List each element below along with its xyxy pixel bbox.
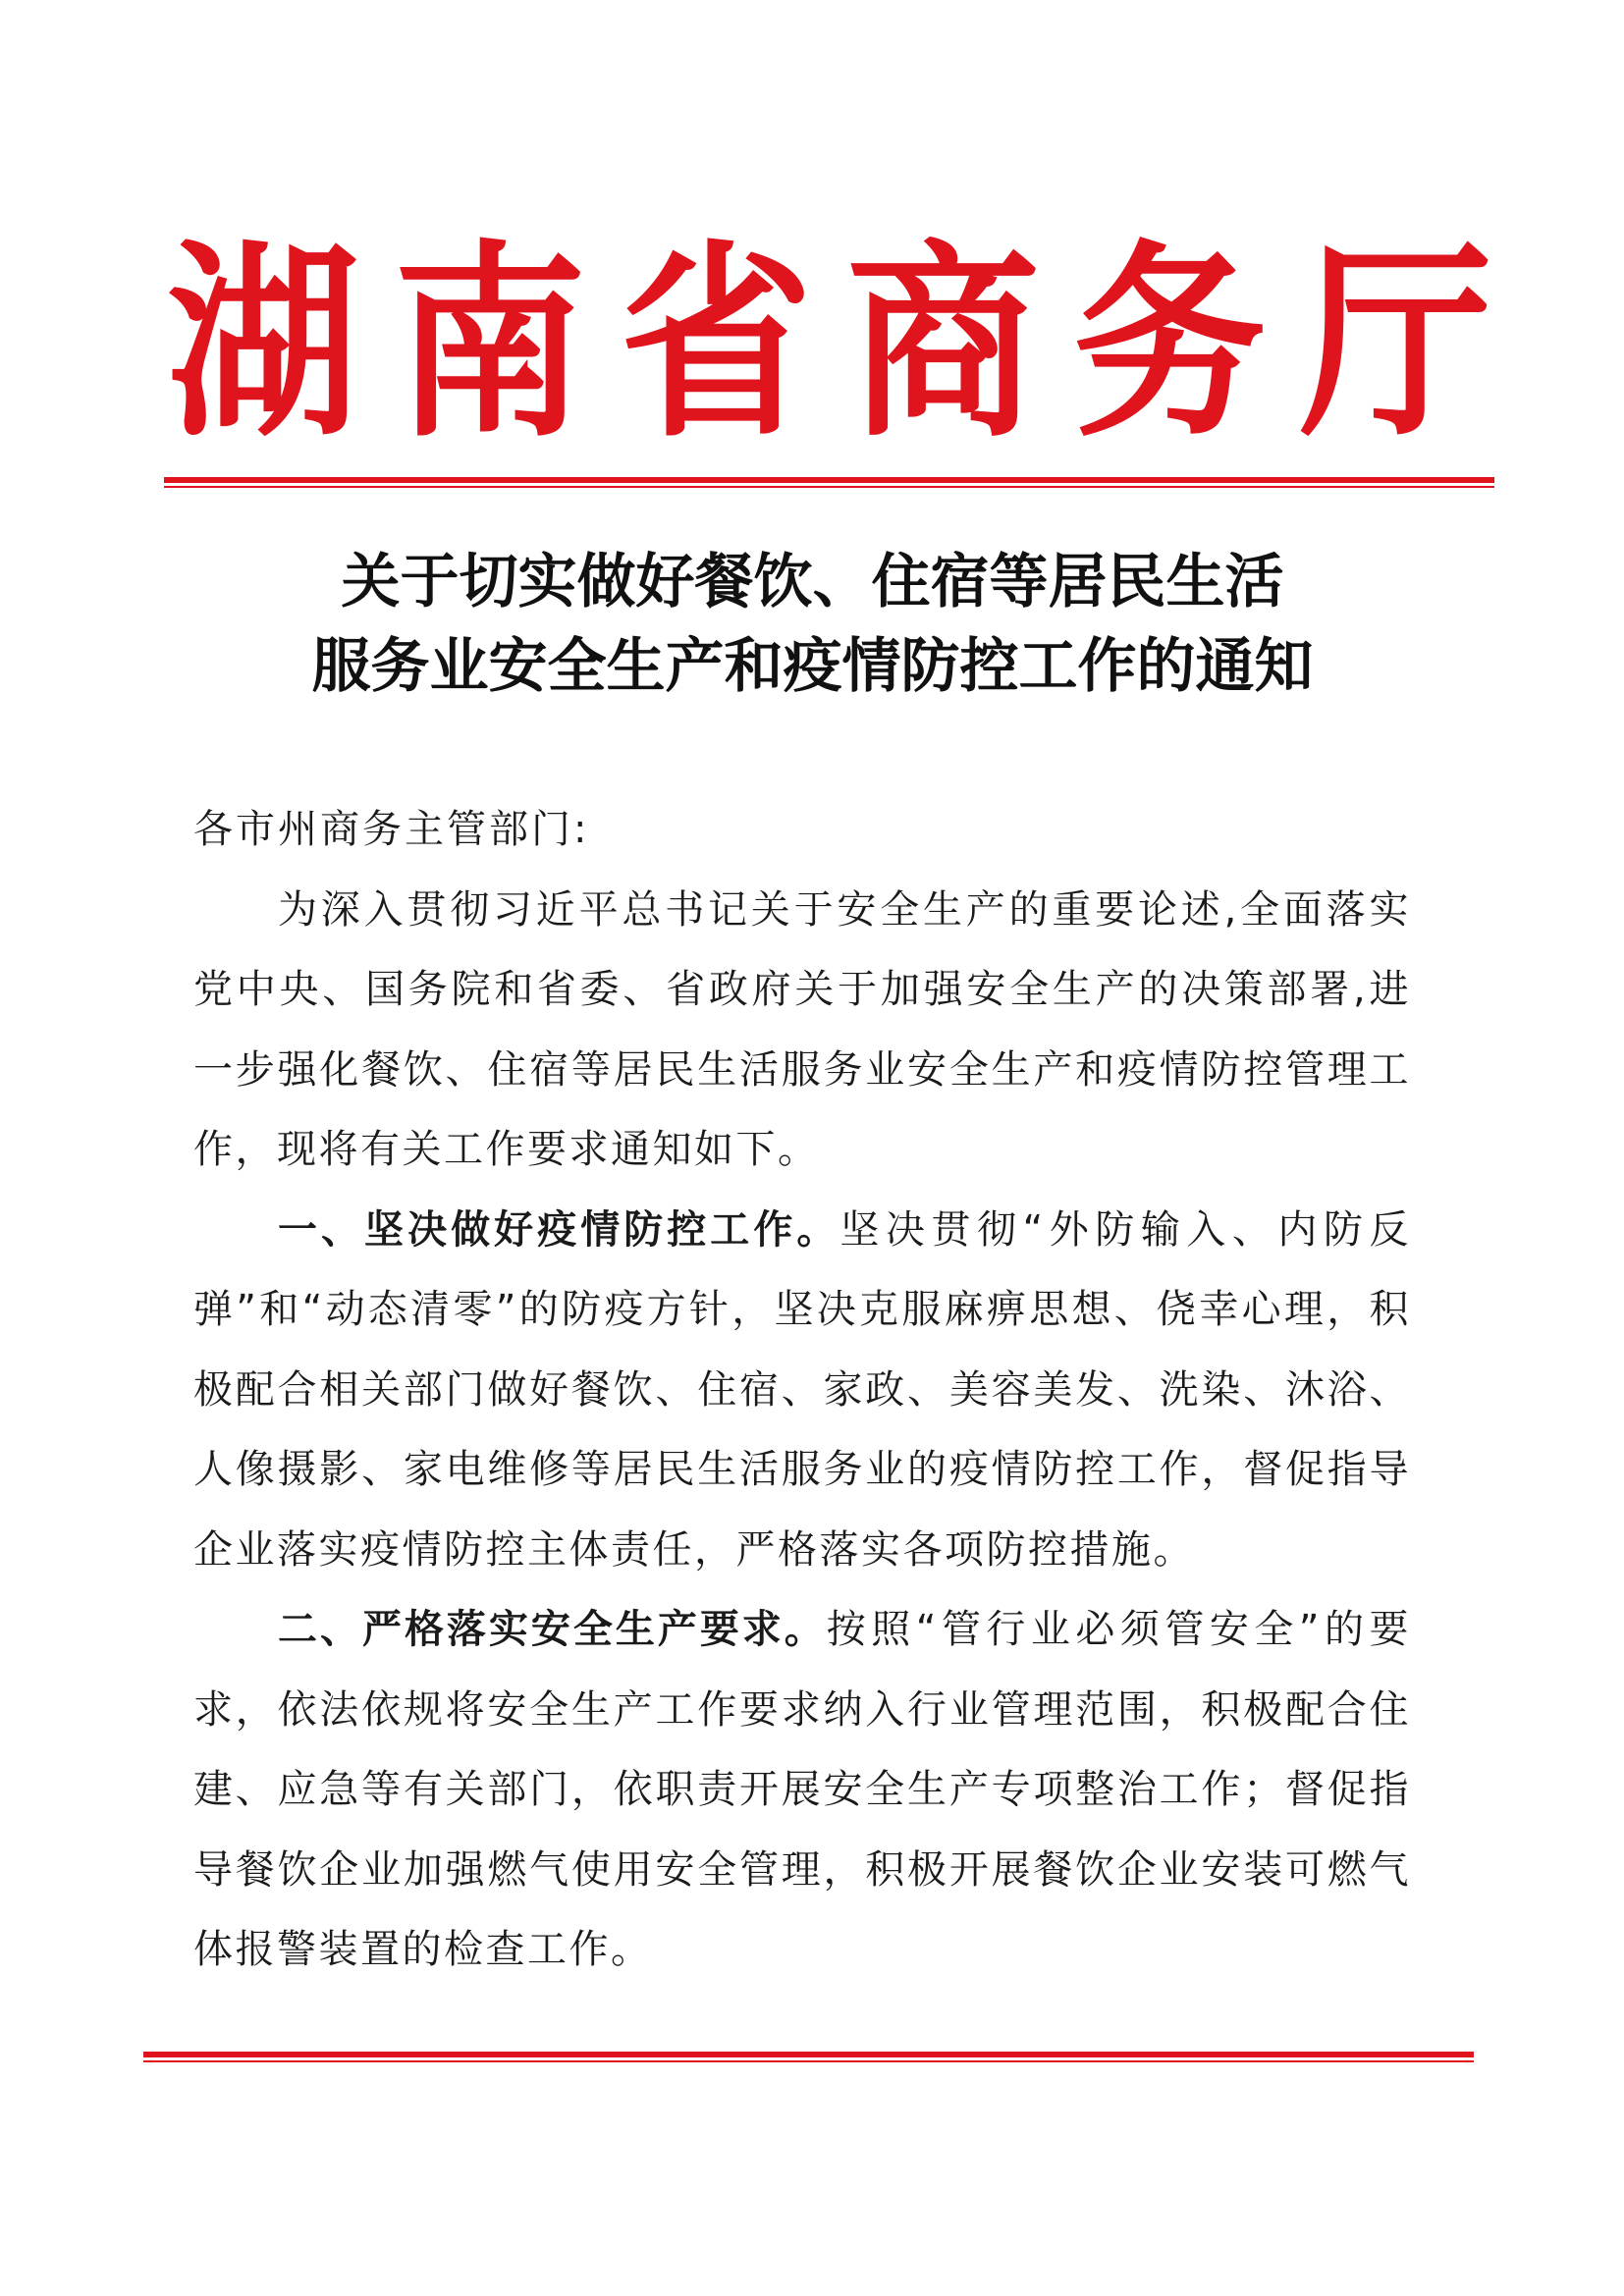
section-2-paragraph [193, 1590, 1411, 1991]
section-1-paragraph [193, 1191, 1411, 1591]
title-line-2: 服务业安全生产和疫情防控工作的通知 [311, 632, 1314, 701]
letterhead [167, 221, 1492, 466]
divider-thin-line [143, 2060, 1474, 2062]
letterhead-char: 商 [846, 221, 1040, 466]
divider-thick-line [143, 2052, 1474, 2057]
section-1-body: 坚决贯彻“外防输入、内防反弹”和“动态清零”的防疫方针，坚决克服麻痹思想、侥幸心理，积极配合相关部门做好餐饮、住宿、家政、美容美发、洗染、沐浴、人像摄影、家电维修等居民生活服务业的疫情防控工作，督促指导企业落实疫情防控主体责任，严格落实各项防控措施。 [193, 1206, 1411, 1573]
section-2-heading: 二、严格落实安全生产要求。 [278, 1607, 827, 1652]
intro-paragraph: 为深入贯彻习近平总书记关于安全生产的重要论述,全面落实党中央、国务院和省委、省政府关于加强安全生产的决策部署,进一步强化餐饮、住宿等居民生活服务业安全生产和疫情防控管理工作，现将有关工作要求通知如下。 [193, 886, 1411, 1172]
title-line-1: 关于切实做好餐饮、住宿等居民生活 [341, 548, 1284, 616]
footer-divider [143, 2052, 1474, 2063]
document-body [193, 790, 1411, 1991]
letterhead-char: 务 [1073, 221, 1267, 466]
letterhead-char: 省 [620, 221, 813, 466]
letterhead-char: 厅 [1299, 221, 1492, 466]
letterhead-divider [164, 477, 1494, 489]
document-title [157, 540, 1468, 709]
section-2-body: 按照“管行业必须管安全”的要求，依法依规将安全生产工作要求纳入行业管理范围，积极配合住建、应急等有关部门，依职责开展安全生产专项整治工作；督促指导餐饮企业加强燃气使用安全管理，积极开展餐饮企业安装可燃气体报警装置的检查工作。 [193, 1607, 1411, 1972]
letterhead-char: 南 [393, 221, 586, 466]
divider-thick-line [164, 477, 1494, 483]
section-1-heading: 一、坚决做好疫情防控工作。 [278, 1206, 840, 1253]
divider-thin-line [164, 486, 1494, 488]
letterhead-char: 湖 [167, 221, 360, 466]
salutation: 各市州商务主管部门: [193, 807, 590, 852]
